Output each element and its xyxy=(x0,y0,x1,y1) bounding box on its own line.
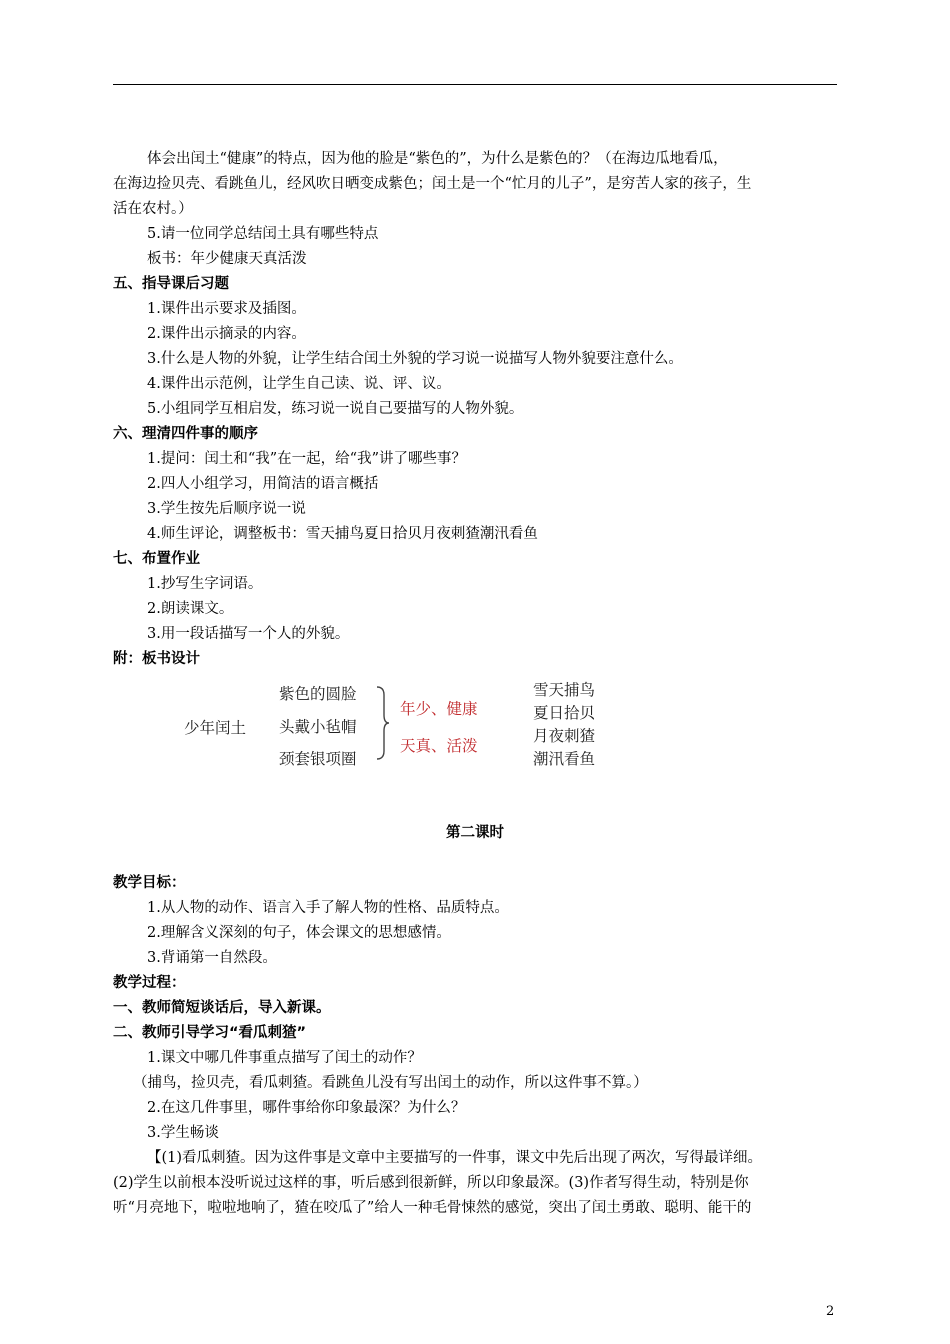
paragraph-line: 活在农村。） xyxy=(113,201,193,217)
board-feature: 颈套银项圈 xyxy=(279,750,357,768)
list-item: 5.请一位同学总结闰土具有哪些特点 xyxy=(147,226,379,242)
section-heading: 附：板书设计 xyxy=(113,651,200,667)
board-trait: 天真、活泼 xyxy=(400,737,478,755)
list-item: 2.在这几件事里，哪件事给你印象最深？为什么？ xyxy=(147,1100,466,1116)
list-item: 2.理解含义深刻的句子，体会课文的思想感情。 xyxy=(147,925,451,941)
board-event: 夏日拾贝 xyxy=(533,704,596,722)
list-item: 3.用一段话描写一个人的外貌。 xyxy=(147,626,350,642)
list-item: 1.提问：闰土和“我”在一起，给“我”讲了哪些事？ xyxy=(147,451,466,467)
answer-text: 听“月亮地下，啦啦地响了，猹在咬瓜了”给人一种毛骨悚然的感觉，突出了闰土勇敢、聪明、能干的 xyxy=(113,1200,752,1216)
list-item: 1.课文中哪几件事重点描写了闰土的动作？ xyxy=(147,1050,422,1066)
list-item: 4.课件出示范例，让学生自己读、说、评、议。 xyxy=(147,376,451,392)
list-item: 2.课件出示摘录的内容。 xyxy=(147,326,306,342)
header-rule xyxy=(113,84,837,85)
answer-text: 【(1)看瓜刺猹。因为这件事是文章中主要描写的一件事，课文中先后出现了两次，写得最详细。 xyxy=(147,1150,763,1166)
section-heading: 一、教师简短谈话后，导入新课。 xyxy=(113,1000,331,1016)
section-heading: 五、指导课后习题 xyxy=(113,276,229,292)
section-heading: 教学目标： xyxy=(113,875,186,891)
section-heading: 七、布置作业 xyxy=(113,551,200,567)
answer-text: (2)学生以前根本没听说过这样的事，听后感到很新鲜，所以印象最深。(3)作者写得生动，特别是你 xyxy=(113,1175,749,1191)
paragraph-line: 体会出闰土“健康”的特点，因为他的脸是“紫色的”，为什么是紫色的？（在海边瓜地看瓜， xyxy=(147,151,728,167)
board-subject: 少年闰土 xyxy=(184,719,247,737)
board-trait: 年少、健康 xyxy=(400,700,478,718)
board-event: 雪天捕鸟 xyxy=(533,681,596,699)
section-heading: 二、教师引导学习“看瓜刺猹” xyxy=(113,1025,307,1041)
section-heading: 六、理清四件事的顺序 xyxy=(113,426,258,442)
paragraph-line: 在海边捡贝壳、看跳鱼儿，经风吹日晒变成紫色；闰土是一个“忙月的儿子”，是穷苦人家的孩子，生 xyxy=(113,176,752,192)
list-item: 2.四人小组学习，用简洁的语言概括 xyxy=(147,476,379,492)
list-item: 5.小组同学互相启发，练习说一说自己要描写的人物外貌。 xyxy=(147,401,524,417)
lesson-title: 第二课时 xyxy=(446,825,504,841)
board-feature: 头戴小毡帽 xyxy=(279,718,357,736)
list-item: 1.从人物的动作、语言入手了解人物的性格、品质特点。 xyxy=(147,900,509,916)
list-item: 3.什么是人物的外貌，让学生结合闰土外貌的学习说一说描写人物外貌要注意什么。 xyxy=(147,351,683,367)
list-item: 3.学生畅谈 xyxy=(147,1125,219,1141)
blackboard-design xyxy=(180,678,620,773)
brace-icon xyxy=(376,686,390,760)
list-item: 3.学生按先后顺序说一说 xyxy=(147,501,306,517)
list-item: 4.师生评论，调整板书：雪天捕鸟夏日拾贝月夜刺猹潮汛看鱼 xyxy=(147,526,538,542)
answer-text: （捕鸟，捡贝壳，看瓜刺猹。看跳鱼儿没有写出闰土的动作，所以这件事不算。） xyxy=(133,1075,648,1091)
page-number: 2 xyxy=(826,1304,835,1319)
list-item: 2.朗读课文。 xyxy=(147,601,234,617)
board-feature: 紫色的圆脸 xyxy=(279,685,357,703)
board-event: 潮汛看鱼 xyxy=(533,750,596,768)
board-event: 月夜刺猹 xyxy=(533,727,596,745)
board-note: 板书：年少健康天真活泼 xyxy=(147,251,307,267)
section-heading: 教学过程： xyxy=(113,975,186,991)
list-item: 1.抄写生字词语。 xyxy=(147,576,263,592)
list-item: 1.课件出示要求及插图。 xyxy=(147,301,306,317)
list-item: 3.背诵第一自然段。 xyxy=(147,950,277,966)
